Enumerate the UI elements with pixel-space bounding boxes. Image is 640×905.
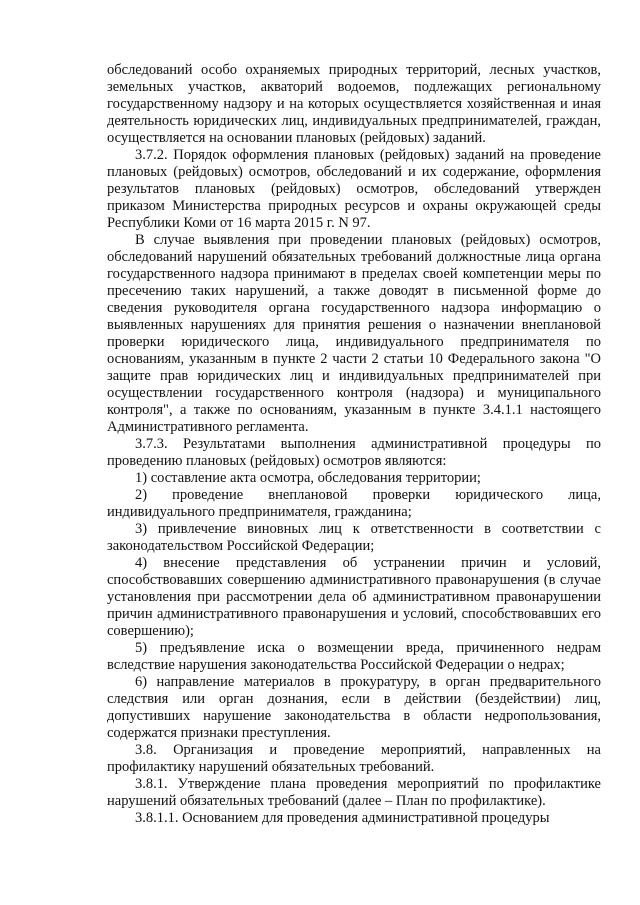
paragraph-violations: В случае выявления при проведении плановых (рейдовых) осмотров, обследований нарушений обязательных требований должностные лица органа государственного надзора принимают в пределах своей компетенции меры по пресечению таких нарушений, а также доводят в письменной форме до сведения руководителя органа государственного надзора информацию о выявленных нарушениях для принятия решения о назначении внеплановой проверки юридического лица, индивидуального предпринимателя по основаниям, указанным в пункте 2 части 2 статьи 10 Федерального закона "О защите прав юридических лиц и индивидуальных предпринимателей при осуществлении государственного контроля (надзора) и муниципального контроля", а также по основаниям, указанным в пункте 3.4.1.1 настоящего Административного регламента. <box>107 232 601 435</box>
list-item-4: 4) внесение представления об устранении причин и условий, способствовавших совершению административного правонарушения (в случае установления при рассмотрении дела об административном правонарушении причин административного правонарушения и условий, способствовавших его совершению); <box>107 555 601 639</box>
paragraph-3-8-1-1: 3.8.1.1. Основанием для проведения административной процедуры <box>135 810 550 826</box>
list-item-3: 3) привлечение виновных лиц к ответственности в соответствии с законодательством Российской Федерации; <box>107 521 601 554</box>
paragraph-continuation: обследований особо охраняемых природных территорий, лесных участков, земельных участков, акваторий водоемов, подлежащих региональному государственному надзору и на которых осуществляется хозяйственная и иная деятельность юридических лиц, индивидуальных предпринимателей, граждан, осуществляется на основании плановых (рейдовых) заданий. <box>107 62 601 146</box>
list-item-6: 6) направление материалов в прокуратуру, в орган предварительного следствия или орган дознания, если в действии (бездействии) лиц, допустивших нарушение законодательства в области недропользования, содержатся признаки преступления. <box>107 674 601 741</box>
list-item-1: 1) составление акта осмотра, обследования территории; <box>135 470 481 486</box>
list-item-2: 2) проведение внеплановой проверки юридического лица, индивидуального предпринимателя, гражданина; <box>107 487 601 520</box>
document-page <box>107 62 601 827</box>
paragraph-3-8-1: 3.8.1. Утверждение плана проведения мероприятий по профилактике нарушений обязательных требований (далее – План по профилактике). <box>107 776 601 809</box>
paragraph-3-7-3: 3.7.3. Результатами выполнения административной процедуры по проведению плановых (рейдовых) осмотров являются: <box>107 436 601 469</box>
paragraph-3-8: 3.8. Организация и проведение мероприятий, направленных на профилактику нарушений обязательных требований. <box>107 742 601 775</box>
list-item-5: 5) предъявление иска о возмещении вреда, причиненного недрам вследствие нарушения законодательства Российской Федерации о недрах; <box>107 640 601 673</box>
paragraph-3-7-2: 3.7.2. Порядок оформления плановых (рейдовых) заданий на проведение плановых (рейдовых) осмотров, обследований и их содержание, оформления результатов плановых (рейдовых) осмотров, обследований утвержден приказом Министерства природных ресурсов и охраны окружающей среды Республики Коми от 16 марта 2015 г. N 97. <box>107 147 601 231</box>
